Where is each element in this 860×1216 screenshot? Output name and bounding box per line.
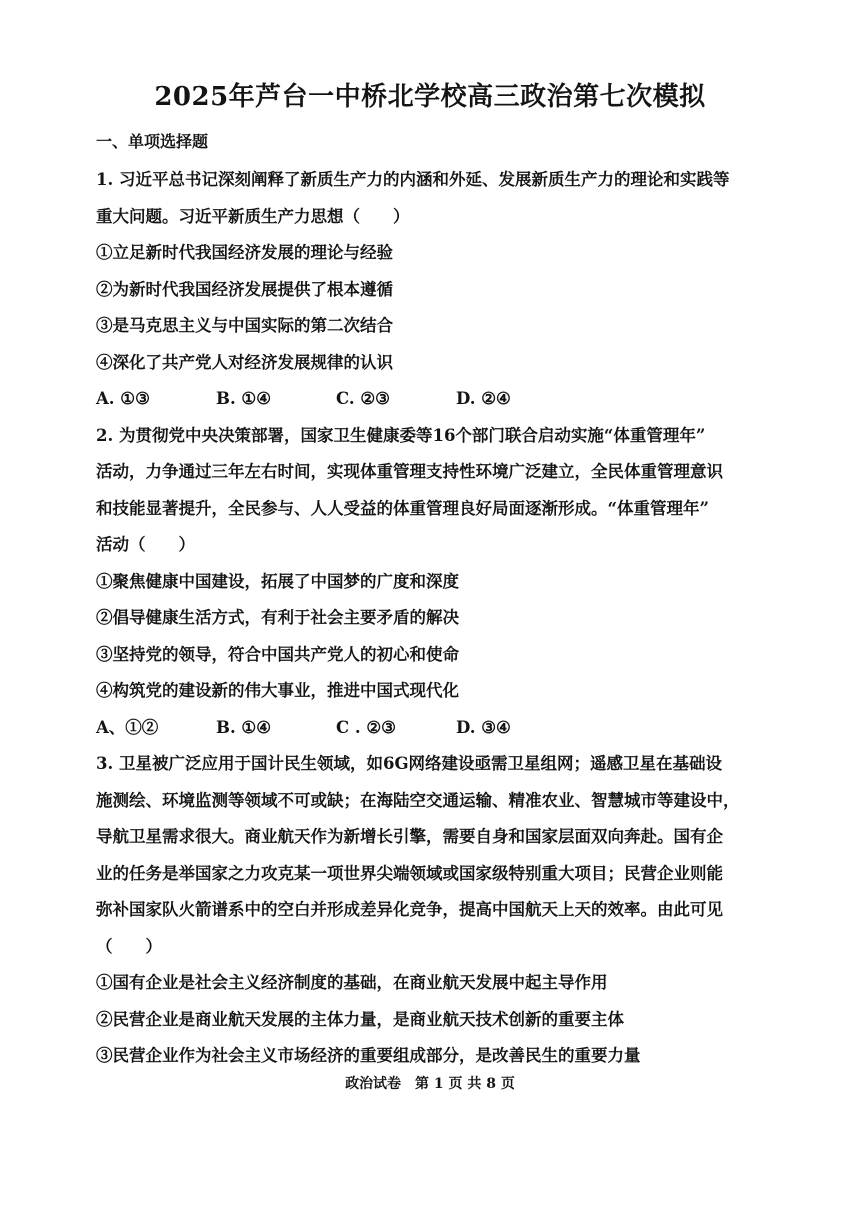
- question-1-option-1: ①立足新时代我国经济发展的理论与经验: [96, 243, 393, 262]
- question-1-choice-a: A. ①③: [96, 389, 150, 408]
- question-2: [96, 418, 764, 747]
- question-1-choice-b: B. ①④: [216, 389, 272, 408]
- question-2-option-3: ③坚持党的领导，符合中国共产党人的初心和使命: [96, 644, 459, 664]
- question-1-option-3: ③是马克思主义与中国实际的第二次结合: [96, 316, 393, 335]
- section-title: 一、单项选择题: [96, 132, 209, 151]
- page-footer: 政治试卷 第 1 页 共 8 页: [345, 1076, 515, 1092]
- question-1: [96, 162, 764, 418]
- question-1-choice-d: D. ②④: [456, 389, 511, 408]
- question-1-stem-line-2: 重大问题。习近平新质生产力思想（ ）: [96, 206, 410, 226]
- question-2-choices: [96, 710, 764, 747]
- question-2-option-1: ①聚焦健康中国建设，拓展了中国梦的广度和深度: [96, 571, 459, 591]
- question-3-stem-line-5: 弥补国家队火箭谱系中的空白并形成差异化竞争，提高中国航天上天的效率。由此可见: [96, 900, 723, 919]
- question-3-stem-line-4: 业的任务是举国家之力攻克某一项世界尖端领域或国家级特别重大项目；民营企业则能: [96, 863, 723, 883]
- question-3-option-2: ②民营企业是商业航天发展的主体力量，是商业航天技术创新的重要主体: [96, 1009, 624, 1029]
- question-2-stem-line-2: 活动，力争通过三年左右时间，实现体重管理支持性环境广泛建立，全民体重管理意识: [96, 462, 723, 481]
- question-1-option-2: ②为新时代我国经济发展提供了根本遵循: [96, 279, 393, 299]
- question-2-choice-a: A、①②: [96, 717, 159, 737]
- question-1-stem-line-1: 1. 习近平总书记深刻阐释了新质生产力的内涵和外延、发展新质生产力的理论和实践等: [96, 170, 730, 189]
- question-2-choice-c: C . ②③: [336, 717, 396, 737]
- question-2-stem-line-1: 2. 为贯彻党中央决策部署，国家卫生健康委等16个部门联合启动实施“体重管理年”: [96, 425, 706, 445]
- question-2-option-4: ④构筑党的建设新的伟大事业，推进中国式现代化: [96, 681, 459, 700]
- question-2-option-2: ②倡导健康生活方式，有利于社会主要矛盾的解决: [96, 608, 459, 627]
- question-3-stem-line-2: 施测绘、环境监测等领域不可或缺；在海陆空交通运输、精准农业、智慧城市等建设中，: [96, 790, 740, 810]
- question-1-choices: [96, 381, 764, 418]
- exam-title: 2025年芦台一中桥北学校高三政治第七次模拟: [154, 82, 706, 112]
- question-3-option-3: ③民营企业作为社会主义市场经济的重要组成部分，是改善民生的重要力量: [96, 1046, 641, 1065]
- question-3-stem-line-3: 导航卫星需求很大。商业航天作为新增长引擎，需要自身和国家层面双向奔赴。国有企: [96, 827, 723, 846]
- question-3: [96, 746, 764, 1075]
- question-2-stem-line-3: 和技能显著提升，全民参与、人人受益的体重管理良好局面逐渐形成。“体重管理年”: [96, 498, 709, 518]
- question-3-option-1: ①国有企业是社会主义经济制度的基础，在商业航天发展中起主导作用: [96, 973, 608, 992]
- question-3-stem-line-6: （ ）: [96, 936, 162, 956]
- question-2-choice-d: D. ③④: [456, 717, 511, 737]
- question-1-option-4: ④深化了共产党人对经济发展规律的认识: [96, 352, 393, 372]
- question-2-choice-b: B. ①④: [216, 717, 272, 737]
- question-2-stem-line-4: 活动（ ）: [96, 535, 195, 554]
- question-1-choice-c: C. ②③: [336, 389, 390, 408]
- question-3-stem-line-1: 3. 卫星被广泛应用于国计民生领域，如6G网络建设亟需卫星组网；遥感卫星在基础设: [96, 754, 723, 773]
